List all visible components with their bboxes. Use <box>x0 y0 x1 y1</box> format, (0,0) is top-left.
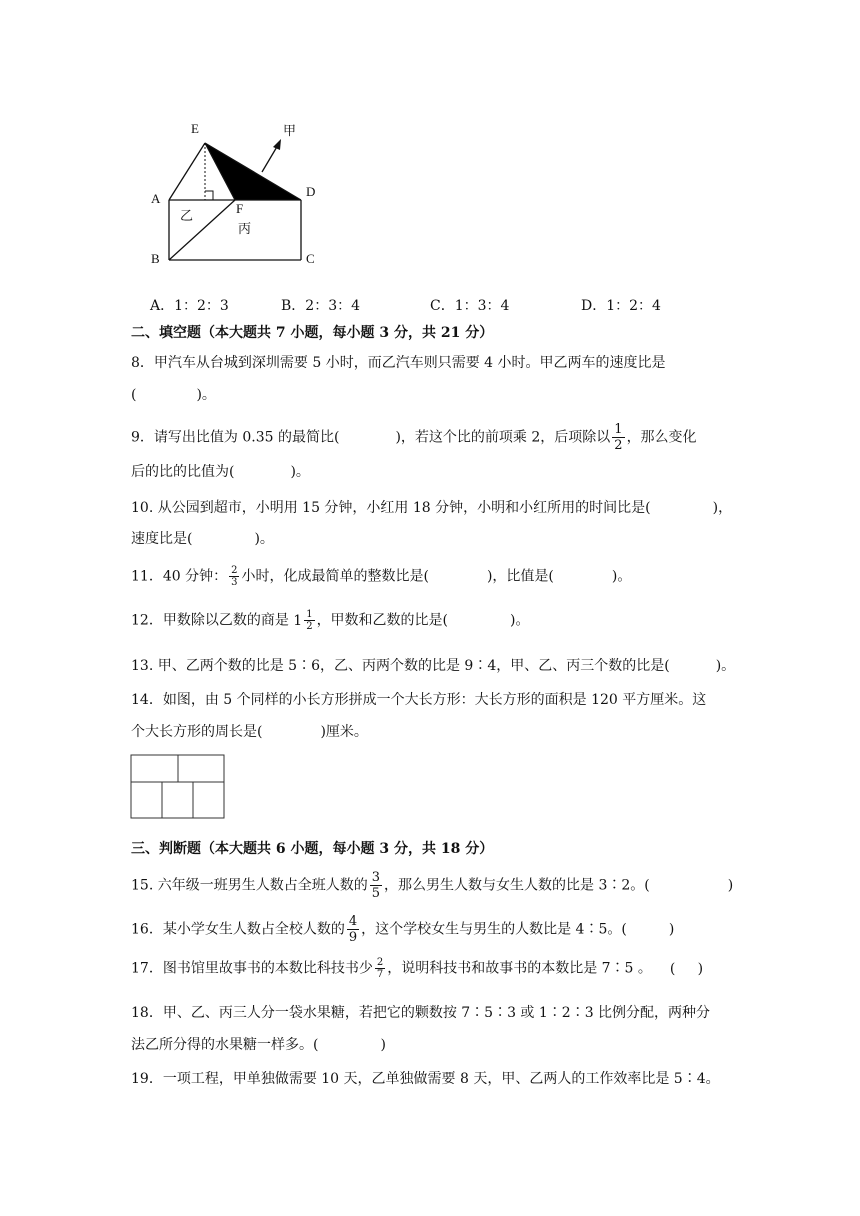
q10-text2: )， <box>712 500 733 516</box>
q16-text1: 16．某小学女生人数占全校人数的 <box>131 921 345 938</box>
label-bing: 丙 <box>238 221 252 236</box>
q9-frac-den: 2 <box>614 438 623 453</box>
choice-b[interactable]: B．2：3：4 <box>281 298 361 314</box>
q9-text5: )。 <box>290 464 310 480</box>
q13-text2: )。 <box>715 658 736 674</box>
q11-line <box>131 565 631 588</box>
label-f: F <box>236 201 244 216</box>
choice-a[interactable]: A．1：2：3 <box>150 298 229 314</box>
choice-d[interactable]: D．1：2：4 <box>581 298 661 314</box>
q14-line2 <box>131 721 368 741</box>
q9-text3: ，那么变化 <box>626 429 697 446</box>
q17-frac-num: 2 <box>376 957 384 968</box>
q17-line <box>131 957 703 980</box>
q12-fraction <box>304 609 314 632</box>
q12-frac-num: 1 <box>306 609 313 620</box>
q16-text3: ) <box>668 921 675 938</box>
section3-title: 三、判断题（本大题共 6 小题，每小题 3 分，共 18 分） <box>131 841 494 857</box>
geometry-figure <box>140 118 340 278</box>
q10-text1: 10. 从公园到超市，小明用 15 分钟，小红用 18 分钟，小明和小红所用的时间比是( <box>131 500 651 516</box>
q9-line1 <box>131 422 697 453</box>
q13-line <box>131 655 735 675</box>
q17-answer-slot[interactable]: ( ) <box>669 960 704 977</box>
q11-fraction <box>229 565 239 588</box>
q9-frac-num: 1 <box>614 422 623 437</box>
q9-line2 <box>131 461 310 481</box>
q16-line <box>131 914 674 945</box>
q10-text4: )。 <box>254 531 274 547</box>
q16-text2: ，这个学校女生与男生的人数比是 4∶5。( <box>361 921 627 938</box>
q15-text1: 15. 六年级一班男生人数占全班人数的 <box>131 877 368 894</box>
q8-line1: 8．甲汽车从台城到深圳需要 5 小时，而乙汽车则只需要 4 小时。甲乙两车的速度比是 <box>131 355 666 371</box>
q9-fraction <box>612 422 624 453</box>
line-bf <box>169 200 235 260</box>
q15-fraction <box>370 870 382 901</box>
q12-frac-den: 2 <box>306 621 313 632</box>
q11-text3: )，比值是( <box>486 568 554 585</box>
q18-line1: 18．甲、乙、丙三人分一袋水果糖，若把它的颗数按 7∶5∶3 或 1∶2∶3 比例分配，两种分 <box>131 1005 711 1021</box>
q16-frac-num: 4 <box>348 914 358 929</box>
label-jia: 甲 <box>283 123 297 138</box>
q16-frac-den: 9 <box>348 930 358 945</box>
q12-line <box>131 609 530 632</box>
q17-text2: ，说明科技书和故事书的本数比是 7∶5 。 <box>387 960 652 977</box>
q12-text1: 12．甲数除以乙数的商是 <box>131 612 294 629</box>
q8-line2 <box>131 384 216 404</box>
q15-text3: ) <box>727 877 734 894</box>
q18-text1: 法乙所分得的水果糖一样多。( <box>131 1037 319 1053</box>
q12-text2: ，甲数和乙数的比是( <box>316 612 449 629</box>
rectangle-figure <box>130 754 226 820</box>
q11-text2: 小时，化成最简单的整数比是( <box>241 568 429 585</box>
right-angle-mark <box>205 191 213 200</box>
q8-close: )。 <box>196 387 216 403</box>
q15-line <box>131 870 733 901</box>
q17-text1: 17．图书馆里故事书的本数比科技书少 <box>131 960 373 977</box>
label-a: A <box>151 191 161 206</box>
label-e: E <box>191 121 199 136</box>
q19-line1: 19．一项工程，甲单独做需要 10 天，乙单独做需要 8 天，甲、乙两人的工作效率比是 5∶4。 <box>131 1071 720 1087</box>
q12-mixed-number <box>293 609 316 632</box>
choice-c[interactable]: C．1：3：4 <box>430 298 510 314</box>
label-c: C <box>306 251 315 266</box>
q15-text2: ，那么男生人数与女生人数的比是 3∶2。( <box>384 877 650 894</box>
q15-frac-num: 3 <box>371 870 380 885</box>
label-b: B <box>151 251 160 266</box>
q8-open: ( <box>131 387 137 403</box>
q13-text1: 13. 甲、乙两个数的比是 5∶6，乙、丙两个数的比是 9∶4，甲、乙、丙三个数的比是( <box>131 658 670 674</box>
q9-text4: 后的比的比值为( <box>131 464 235 480</box>
q11-text1: 11．40 分钟： <box>131 568 228 585</box>
line-ea <box>169 143 205 200</box>
q11-text4: )。 <box>611 568 632 585</box>
q10-text3: 速度比是( <box>131 531 193 547</box>
q18-text2: ) <box>380 1037 386 1053</box>
label-yi: 乙 <box>180 208 194 223</box>
q9-text1: 9．请写出比值为 0.35 的最简比( <box>131 429 340 446</box>
q15-frac-den: 5 <box>371 886 380 901</box>
q14-line1: 14．如图，由 5 个同样的小长方形拼成一个大长方形：大长方形的面积是 120 平方厘米。这 <box>131 692 707 708</box>
q11-frac-den: 3 <box>231 577 238 588</box>
q14-text1: 个大长方形的周长是( <box>131 724 263 740</box>
q11-frac-num: 2 <box>231 565 238 576</box>
arrow-head-icon <box>273 139 281 150</box>
q9-text2: )，若这个比的前项乘 2，后项除以 <box>395 429 611 446</box>
q12-whole: 1 <box>293 612 303 629</box>
label-d: D <box>306 184 316 199</box>
q16-fraction <box>347 914 359 945</box>
q12-text3: )。 <box>510 612 530 629</box>
q10-line1 <box>131 497 732 517</box>
q17-frac-den: 7 <box>376 969 384 980</box>
q14-text2: )厘米。 <box>320 724 368 740</box>
q18-line2 <box>131 1034 386 1054</box>
section2-title: 二、填空题（本大题共 7 小题，每小题 3 分，共 21 分） <box>131 325 494 341</box>
q10-line2 <box>131 528 274 548</box>
q17-fraction <box>375 957 385 980</box>
arrow-shaft <box>262 145 278 172</box>
